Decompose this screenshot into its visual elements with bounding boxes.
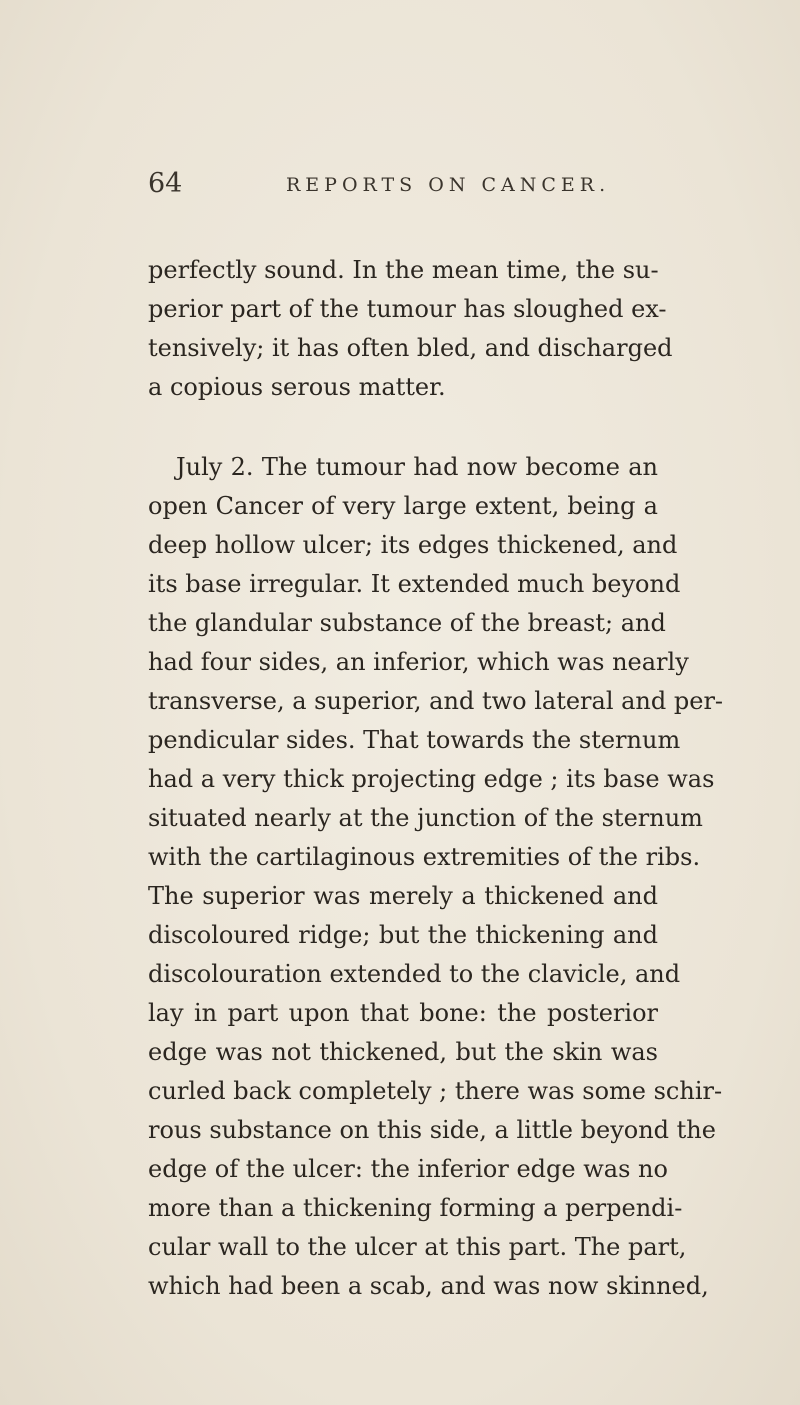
text-line: July 2. The tumour had now become an bbox=[176, 453, 658, 481]
text-line: which had been a scab, and was now skinned, bbox=[148, 1272, 709, 1300]
text-line: tensively; it has often bled, and discharged bbox=[148, 334, 673, 362]
text-line: transverse, a superior, and two lateral and per- bbox=[148, 687, 724, 715]
paragraph-gap bbox=[148, 407, 658, 448]
text-line: curled back completely ; there was some schir- bbox=[148, 1077, 723, 1105]
text-line: rous substance on this side, a little beyond the bbox=[148, 1116, 716, 1144]
body-text bbox=[148, 251, 724, 1306]
text-line: deep hollow ulcer; its edges thickened, and bbox=[148, 531, 678, 559]
text-line: had a very thick projecting edge ; its base was bbox=[148, 765, 715, 793]
text-line: perfectly sound. In the mean time, the su- bbox=[148, 256, 659, 284]
text-line: pendicular sides. That towards the sternum bbox=[148, 726, 681, 754]
text-line: a copious serous matter. bbox=[148, 373, 446, 401]
text-line: had four sides, an inferior, which was nearly bbox=[148, 648, 689, 676]
text-line: discoloured ridge; but the thickening and bbox=[148, 921, 658, 949]
text-line: the glandular substance of the breast; and bbox=[148, 609, 666, 637]
page-header bbox=[148, 168, 668, 208]
text-line: The superior was merely a thickened and bbox=[148, 882, 658, 910]
text-line: edge was not thickened, but the skin was bbox=[148, 1038, 658, 1066]
text-line: its base irregular. It extended much beyond bbox=[148, 570, 681, 598]
text-line: lay in part upon that bone: the posterior bbox=[148, 999, 658, 1027]
text-line: edge of the ulcer: the inferior edge was no bbox=[148, 1155, 668, 1183]
text-line: open Cancer of very large extent, being a bbox=[148, 492, 658, 520]
text-line: situated nearly at the junction of the sternum bbox=[148, 804, 703, 832]
text-line: discolouration extended to the clavicle, and bbox=[148, 960, 681, 988]
text-line: cular wall to the ulcer at this part. The part, bbox=[148, 1233, 687, 1261]
page-number: 64 bbox=[148, 168, 183, 199]
text-line: with the cartilaginous extremities of the ribs. bbox=[148, 843, 701, 871]
running-head: REPORTS ON CANCER. bbox=[286, 174, 611, 196]
text-line: more than a thickening forming a perpendi- bbox=[148, 1194, 683, 1222]
text-line: perior part of the tumour has sloughed ex- bbox=[148, 295, 667, 323]
